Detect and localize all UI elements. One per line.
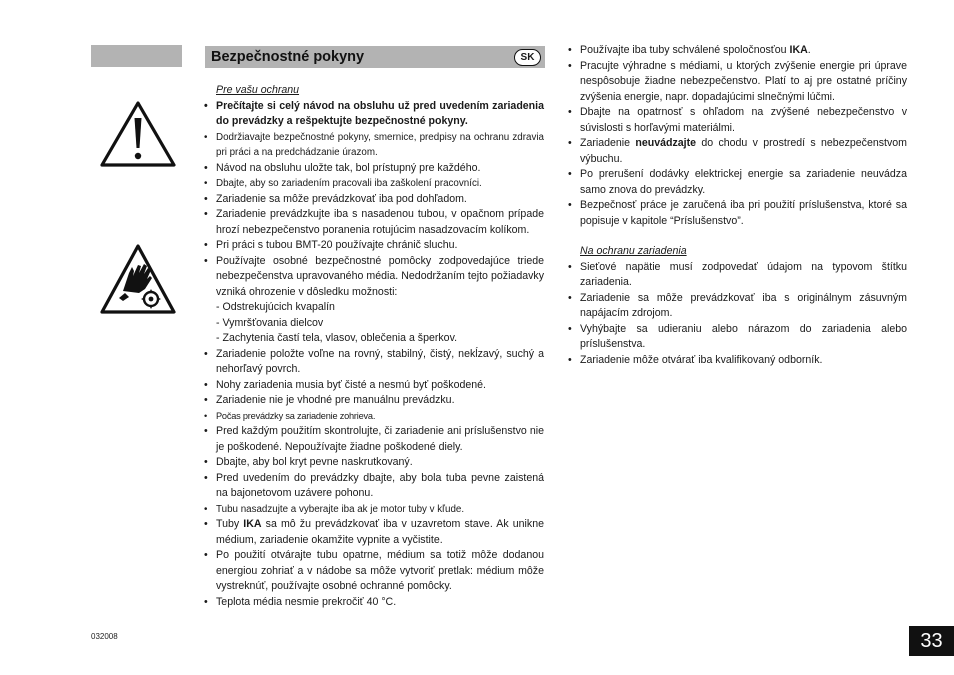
explosion-bold: neuvádzajte [635, 137, 697, 149]
bullet-text: Teplota média nesmie prekročiť 40 °C. [216, 595, 397, 608]
bullet-text: Sieťové napätie musí zodpovedať údajom na typovom štítku zariadenia. [580, 260, 907, 288]
bullet-item: • Dodržiavajte bezpečnostné pokyny, smernice, predpisy na ochranu zdravia pri práci a na predchádzanie úrazom. [203, 130, 544, 161]
bullet-text-explosion [580, 136, 907, 167]
bullet-text-approved [580, 43, 907, 59]
section-title: Bezpečnostné pokyny [211, 49, 365, 65]
bullet-text: Po použití otvárajte tubu opatrne, médium sa totiž môže dodanou energiou zohriať a v nádobe sa môže vytvoriť pretlak: médium môže vystreknúť, používajte osobné ochranné pomôcky. [216, 549, 544, 592]
bullet-item: • Po použití otvárajte tubu opatrne, médium sa totiž môže dodanou energiou zohriať a v nádobe sa môže vytvoriť pretlak: médium môže vystreknúť, používajte osobné ochranné pomôcky. [203, 548, 544, 595]
section-header-bar [205, 46, 545, 68]
bullet-text: Zariadenie môže otvárať iba kvalifikovaný odborník. [580, 353, 823, 366]
footer-code: 032008 [91, 632, 118, 641]
left-gray-bar [91, 45, 182, 67]
bullet-text: Tubu nasadzujte a vyberajte iba ak je motor tuby v kľude. [216, 503, 465, 515]
bullet-item: • Zariadenie sa môže prevádzkovať iba s originálnym zásuvným napájacím zdrojom. [567, 291, 907, 322]
spacer [567, 229, 907, 244]
bullet-item: • Tuby IKA sa mô žu prevádzkovať iba v uzavretom stave. Ak unikne médium, zariadenie okamžite vypnite a vyčistite. [203, 517, 544, 548]
bullet-item: • Návod na obsluhu uložte tak, bol prístupný pre každého. [203, 161, 544, 177]
sub-item: - Vymršťovania dielcov [216, 316, 324, 329]
bullet-item: • Teplota média nesmie prekročiť 40 °C. [203, 595, 544, 611]
warning-triangle-icon [99, 100, 177, 168]
bullet-text: Zariadenie sa môže prevádzkovať iba pod dohľadom. [216, 192, 467, 205]
bullet-item: • Zariadenie neuvádzajte do chodu v prostredí s nebezpečenstvom výbuchu. [567, 136, 907, 167]
bullet-item: • Prečítajte si celý návod na obsluhu už pred uvedením zariadenia do prevádzky a rešpektujte bezpečnostné pokyny. [203, 99, 544, 130]
bullet-text: Pracujte výhradne s médiami, u ktorých zvýšenie energie pri úprave nespôsobuje žiadne nebezpečenstvo. Platí to aj pre ostatné príčiny zvýšenia energie, napr. dopadajúcimi slnečnými lúčmi. [580, 59, 907, 103]
bullet-text: Zariadenie sa môže prevádzkovať iba s originálnym zásuvným napájacím zdrojom. [580, 291, 907, 319]
left-text-column [203, 83, 544, 610]
bullet-text: Pred uvedením do prevádzky dbajte, aby bola tuba pevne zaistená na bajonetovom uzávere pohonu. [216, 471, 544, 499]
bullet-item: • Vyhýbajte sa udieraniu alebo nárazom do zariadenia alebo príslušenstva. [567, 322, 907, 353]
bullet-text: Návod na obsluhu uložte tak, bol prístupný pre každého. [216, 161, 481, 174]
approved-prefix: Používajte iba tuby schválené spoločnosťou [580, 44, 790, 56]
language-badge: SK [514, 49, 541, 66]
bullet-text: Zariadenie položte voľne na rovný, stabilný, čistý, nekĺzavý, suchý a nehorľavý povrch. [216, 347, 544, 375]
bullet-text: Zariadenie nie je vhodné pre manuálnu prevádzku. [216, 394, 455, 406]
bullet-text: Dodržiavajte bezpečnostné pokyny, smernice, predpisy na ochranu zdravia pri práci a na predchádzanie úrazom. [216, 131, 544, 158]
bullet-text: Dbajte, aby so zariadením pracovali iba zaškolení pracovníci. [216, 178, 482, 189]
tube-prefix: Tuby [216, 518, 244, 530]
bullet-item: • Po prerušení dodávky elektrickej energie sa zariadenie neuvádza samo znova do prevádzky. [567, 167, 907, 198]
explosion-prefix: Zariadenie [580, 137, 636, 149]
bullet-text: Dbajte, aby bol kryt pevne naskrutkovaný. [216, 456, 413, 468]
sub-item: - Zachytenia častí tela, vlasov, oblečenia a šperkov. [216, 332, 458, 344]
bullet-item: • Pred uvedením do prevádzky dbajte, aby bola tuba pevne zaistená na bajonetovom uzávere pohonu. [203, 471, 544, 502]
bullet-item: • Pracujte výhradne s médiami, u ktorých zvýšenie energie pri úprave nespôsobuje žiadne nebezpečenstvo. Platí to aj pre ostatné príčiny zvýšenia energie, napr. dopadajúcimi slnečnými lúčmi. [567, 59, 907, 106]
bullet-item: • Zariadenie položte voľne na rovný, stabilný, čistý, nekĺzavý, suchý a nehorľavý povrch. [203, 347, 544, 378]
brand-name: IKA [243, 518, 262, 530]
bullet-text: Vyhýbajte sa udieraniu alebo nárazom do zariadenia alebo príslušenstva. [580, 322, 907, 350]
bullet-text: Po prerušení dodávky elektrickej energie sa zariadenie neuvádza samo znova do prevádzky. [580, 168, 907, 196]
bullet-item: • Pri práci s tubou BMT-20 používajte chránič sluchu. [203, 238, 544, 254]
bullet-text: Pri práci s tubou BMT-20 používajte chránič sluchu. [216, 239, 458, 251]
bullet-text: Dbajte na opatrnosť s ohľadom na zvýšené nebezpečenstvo v súvislosti s horľavými materiálmi. [580, 106, 907, 134]
bullet-item: • Dbajte, aby so zariadením pracovali iba zaškolení pracovníci. [203, 176, 544, 192]
bullet-item: • Počas prevádzky sa zariadenie zohrieva. [203, 409, 544, 425]
bullet-item: • Používajte iba tuby schválené spoločnosťou IKA. [567, 43, 907, 59]
page-number: 33 [909, 626, 954, 656]
bullet-item: • Bezpečnosť práce je zaručená iba pri použití príslušenstva, ktoré sa popisuje v kapitole “Príslušenstvo”. [567, 198, 907, 229]
bullet-item: • Zariadenie nie je vhodné pre manuálnu prevádzku. [203, 393, 544, 409]
tube-suffix: sa mô žu prevádzkovať iba v uzavretom stave. Ak unikne médium, zariadenie okamžite vypnite a vyčistite. [216, 518, 544, 546]
bullet-item: • Zariadenie môže otvárať iba kvalifikovaný odborník. [567, 353, 907, 369]
bullet-item: • Používajte osobné bezpečnostné pomôcky zodpovedajúce triede nebezpečenstva upravovaného média. Nedodržaním tejto požiadavky vzniká ohrozenie v dôsledku možnosti: [203, 254, 544, 301]
bullet-item: • Nohy zariadenia musia byť čisté a nesmú byť poškodené. [203, 378, 544, 394]
approved-suffix: . [807, 44, 811, 56]
bullet-text: Prečítajte si celý návod na obsluhu už pred uvedením zariadenia do prevádzky a rešpektujte bezpečnostné pokyny. [216, 99, 544, 127]
bullet-item: • Zariadenie prevádzkujte iba s nasadenou tubou, v opačnom prípade hrozí nebezpečenstvo poranenia rotujúcim nasadzovacím kolíkom. [203, 207, 544, 238]
bullet-text: Nohy zariadenia musia byť čisté a nesmú byť poškodené. [216, 378, 486, 391]
bullet-item: • Dbajte, aby bol kryt pevne naskrutkovaný. [203, 455, 544, 471]
bullet-text: Zariadenie prevádzkujte iba s nasadenou tubou, v opačnom prípade hrozí nebezpečenstvo poranenia rotujúcim nasadzovacím kolíkom. [216, 208, 544, 236]
brand-name: IKA [789, 44, 808, 56]
sub-item: - Odstrekujúcich kvapalín [216, 301, 335, 313]
bullet-item: • Dbajte na opatrnosť s ohľadom na zvýšené nebezpečenstvo v súvislosti s horľavými materiálmi. [567, 105, 907, 136]
bullet-text-tube [216, 517, 544, 548]
bullet-item: • Pred každým použitím skontrolujte, či zariadenie ani príslušenstvo nie je poškodené. Nepoužívajte žiadne poškodené diely. [203, 424, 544, 455]
section-heading-device: Na ochranu zariadenia [580, 245, 687, 257]
bullet-item: • Tubu nasadzujte a vyberajte iba ak je motor tuby v kľude. [203, 502, 544, 518]
bullet-text: Bezpečnosť práce je zaručená iba pri použití príslušenstva, ktoré sa popisuje v kapitole “Príslušenstvo”. [580, 199, 907, 227]
bullet-text: Počas prevádzky sa zariadenie zohrieva. [216, 410, 376, 421]
hand-injury-warning-icon [99, 243, 177, 315]
bullet-item: • Zariadenie sa môže prevádzkovať iba pod dohľadom. [203, 192, 544, 208]
section-heading-protection: Pre vašu ochranu [216, 84, 300, 96]
explosion-suffix: do chodu v prostredí s nebezpečenstvom výbuchu. [580, 137, 907, 165]
bullet-text: Používajte osobné bezpečnostné pomôcky zodpovedajúce triede nebezpečenstva upravovaného média. Nedodržaním tejto požiadavky vzniká ohrozenie v dôsledku možnosti: [216, 254, 544, 298]
right-text-column [567, 43, 907, 368]
bullet-text: Pred každým použitím skontrolujte, či zariadenie ani príslušenstvo nie je poškodené. Nepoužívajte žiadne poškodené diely. [216, 425, 544, 453]
bullet-item: • Sieťové napätie musí zodpovedať údajom na typovom štítku zariadenia. [567, 260, 907, 291]
